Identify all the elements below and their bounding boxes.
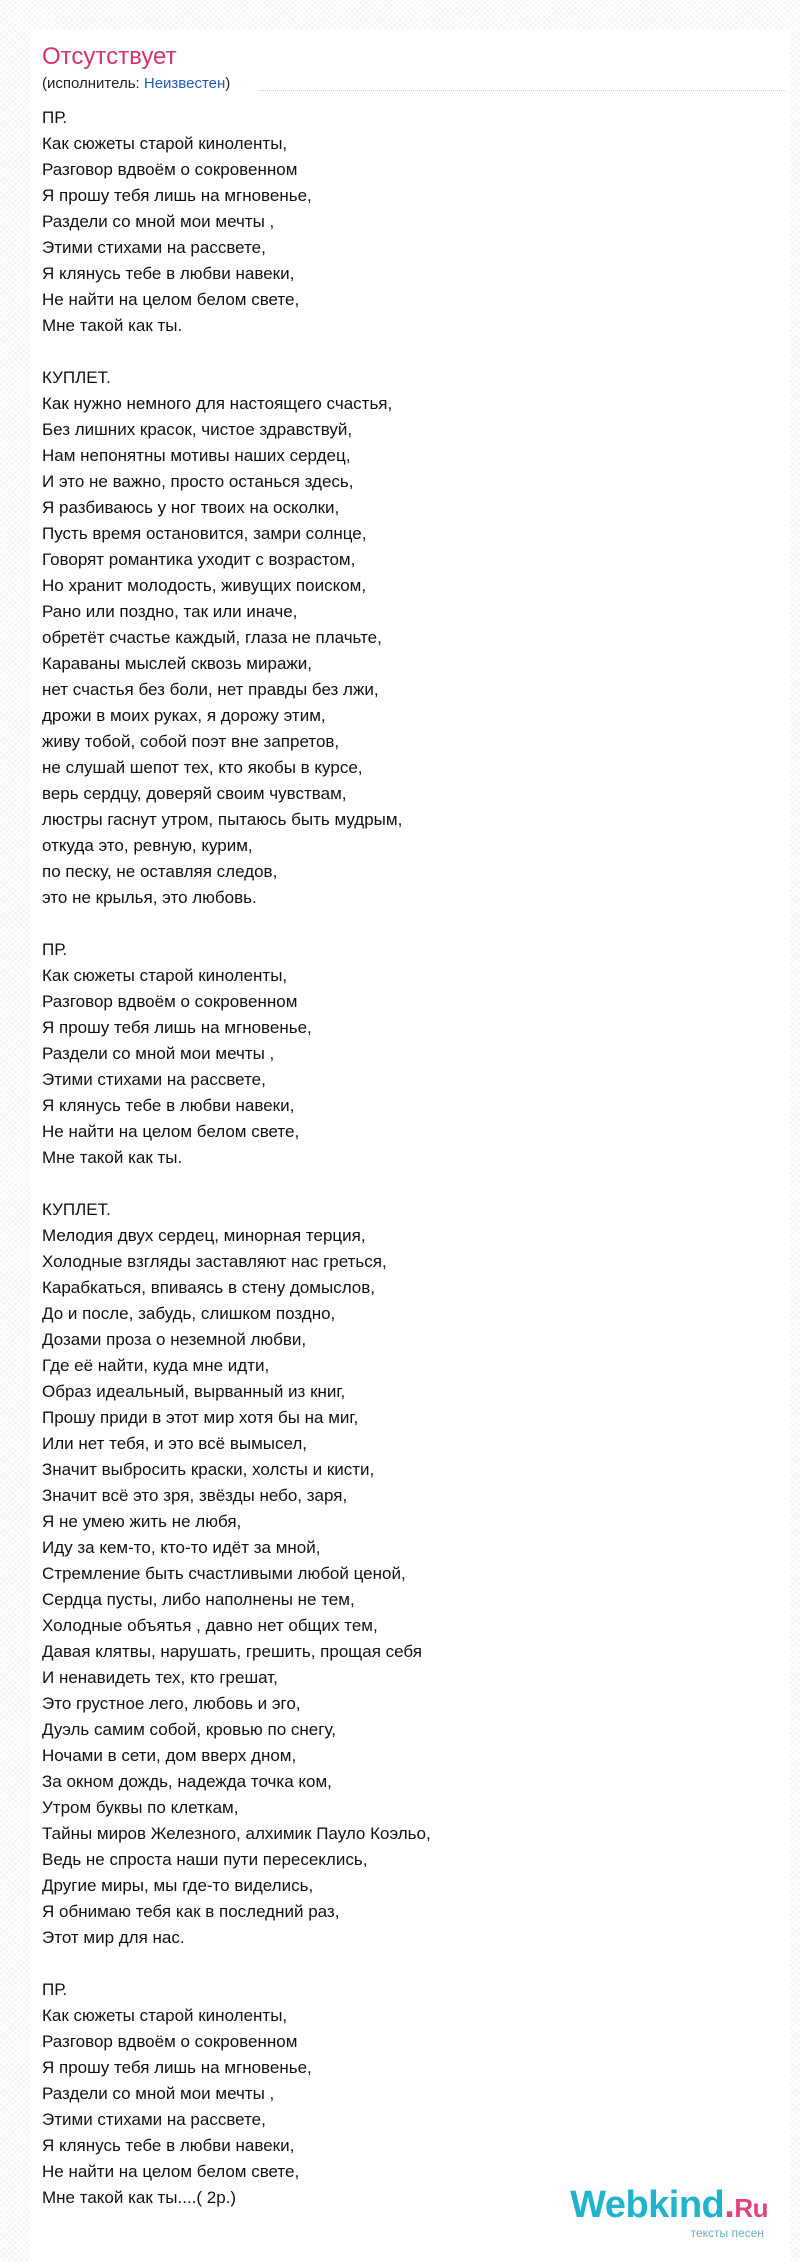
lyric-line: Я прошу тебя лишь на мгновенье, [42, 2058, 312, 2077]
performer-link[interactable]: Неизвестен [143, 75, 226, 92]
lyric-line: Другие миры, мы где-то виделись, [42, 1876, 314, 1895]
performer-suffix: ) [225, 75, 231, 92]
logo-tld: Ru [734, 2193, 768, 2223]
lyric-line: Или нет тебя, и это всё вымысел, [42, 1434, 308, 1453]
lyric-line: Я клянусь тебе в любви навеки, [42, 264, 295, 283]
song-title: Отсутствует [42, 43, 177, 70]
lyric-line: Этими стихами на рассвете, [42, 238, 266, 257]
lyric-line: Я не умею жить не любя, [42, 1512, 242, 1531]
lyric-line: это не крылья, это любовь. [42, 888, 257, 907]
lyric-line: Мне такой как ты....( 2р.) [42, 2188, 237, 2207]
lyric-line: Ночами в сети, дом вверх дном, [42, 1746, 297, 1765]
lyric-line: Дуэль самим собой, кровью по снегу, [42, 1720, 336, 1739]
lyric-line: Говорят романтика уходит с возрастом, [42, 550, 356, 569]
lyric-line: Карабкаться, впиваясь в стену домыслов, [42, 1278, 376, 1297]
lyric-line: Это грустное лего, любовь и эго, [42, 1694, 301, 1713]
lyrics-body [42, 105, 762, 2237]
lyric-line: по песку, не оставляя следов, [42, 862, 278, 881]
lyric-line: КУПЛЕТ. [42, 1200, 111, 1219]
lyric-line: Этот мир для нас. [42, 1928, 185, 1947]
header-divider [260, 90, 786, 91]
lyric-line: Раздели со мной мои мечты , [42, 1044, 275, 1063]
lyric-line: Как нужно немного для настоящего счастья, [42, 394, 393, 413]
lyric-line: не слушай шепот тех, кто якобы в курсе, [42, 758, 363, 777]
logo-name: Webkind [570, 2184, 725, 2226]
lyric-line: Не найти на целом белом свете, [42, 2162, 300, 2181]
lyric-line: Сердца пусты, либо наполнены не тем, [42, 1590, 355, 1609]
lyric-line: Раздели со мной мои мечты , [42, 212, 275, 231]
lyric-line: Образ идеальный, вырванный из книг, [42, 1382, 346, 1401]
lyric-line: Холодные взгляды заставляют нас греться, [42, 1252, 387, 1271]
lyric-line: КУПЛЕТ. [42, 368, 111, 387]
lyric-line: Не найти на целом белом свете, [42, 290, 300, 309]
lyric-line: Я клянусь тебе в любви навеки, [42, 2136, 295, 2155]
lyric-line: И ненавидеть тех, кто грешат, [42, 1668, 278, 1687]
lyric-line: Холодные объятья , давно нет общих тем, [42, 1616, 378, 1635]
lyric-line: Без лишних красок, чистое здравствуй, [42, 420, 353, 439]
lyric-line: До и после, забудь, слишком поздно, [42, 1304, 336, 1323]
lyrics-stanza [42, 1197, 762, 1951]
lyric-line: Я прошу тебя лишь на мгновенье, [42, 186, 312, 205]
lyric-line: Этими стихами на рассвете, [42, 2110, 266, 2129]
lyric-line: Мне такой как ты. [42, 316, 183, 335]
lyric-line: Разговор вдвоём о сокровенном [42, 992, 298, 1011]
lyric-line: откуда это, ревную, курим, [42, 836, 253, 855]
lyric-line: верь сердцу, доверяй своим чувствам, [42, 784, 347, 803]
lyric-line: Как сюжеты старой киноленты, [42, 2006, 288, 2025]
lyrics-stanza [42, 365, 762, 911]
lyric-line: Я разбиваюсь у ног твоих на осколки, [42, 498, 340, 517]
lyric-line: нет счастья без боли, нет правды без лжи, [42, 680, 379, 699]
lyric-line: живу тобой, собой поэт вне запретов, [42, 732, 340, 751]
lyric-line: Я прошу тебя лишь на мгновенье, [42, 1018, 312, 1037]
lyric-line: Рано или поздно, так или иначе, [42, 602, 298, 621]
lyric-line: За окном дождь, надежда точка ком, [42, 1772, 332, 1791]
lyric-line: Раздели со мной мои мечты , [42, 2084, 275, 2103]
lyric-line: Значит выбросить краски, холсты и кисти, [42, 1460, 375, 1479]
performer-line [42, 75, 230, 93]
lyric-line: дрожи в моих руках, я дорожу этим, [42, 706, 326, 725]
lyric-line: Дозами проза о неземной любви, [42, 1330, 307, 1349]
lyric-line: Ведь не спроста наши пути пересеклись, [42, 1850, 368, 1869]
lyric-line: Значит всё это зря, звёзды небо, заря, [42, 1486, 348, 1505]
lyric-line: Давая клятвы, нарушать, грешить, прощая себя [42, 1642, 422, 1661]
logo-dot: . [724, 2184, 735, 2226]
lyric-line: Этими стихами на рассвете, [42, 1070, 266, 1089]
lyric-line: Мне такой как ты. [42, 1148, 183, 1167]
performer-prefix: (исполнитель: [42, 75, 144, 92]
lyric-line: ПР. [42, 108, 68, 127]
lyric-line: люстры гаснут утром, пытаюсь быть мудрым, [42, 810, 403, 829]
lyric-line: Я клянусь тебе в любви навеки, [42, 1096, 295, 1115]
lyric-line: Прошу приди в этот мир хотя бы на миг, [42, 1408, 359, 1427]
lyric-line: Но хранит молодость, живущих поиском, [42, 576, 367, 595]
lyric-line: Как сюжеты старой киноленты, [42, 134, 288, 153]
site-logo[interactable] [570, 2185, 768, 2240]
logo-wordmark [570, 2185, 768, 2228]
lyric-line: обретёт счастье каждый, глаза не плачьте, [42, 628, 382, 647]
lyric-line: Разговор вдвоём о сокровенном [42, 160, 298, 179]
lyric-line: ПР. [42, 1980, 68, 1999]
lyric-line: Караваны мыслей сквозь миражи, [42, 654, 312, 673]
lyric-line: Где её найти, куда мне идти, [42, 1356, 270, 1375]
lyrics-stanza [42, 937, 762, 1171]
lyric-line: Я обнимаю тебя как в последний раз, [42, 1902, 340, 1921]
lyric-line: Не найти на целом белом свете, [42, 1122, 300, 1141]
lyric-line: Тайны миров Железного, алхимик Пауло Коэльо, [42, 1824, 431, 1843]
lyric-line: Стремление быть счастливыми любой ценой, [42, 1564, 406, 1583]
lyrics-page [30, 30, 790, 2262]
lyrics-stanza [42, 105, 762, 339]
lyric-line: ПР. [42, 940, 68, 959]
logo-tagline: тексты песен [690, 2226, 764, 2240]
lyric-line: Утром буквы по клеткам, [42, 1798, 239, 1817]
lyric-line: Иду за кем-то, кто-то идёт за мной, [42, 1538, 321, 1557]
lyric-line: Мелодия двух сердец, минорная терция, [42, 1226, 366, 1245]
lyric-line: Как сюжеты старой киноленты, [42, 966, 288, 985]
lyric-line: Нам непонятны мотивы наших сердец, [42, 446, 351, 465]
lyrics-stanza [42, 1977, 762, 2211]
lyric-line: И это не важно, просто останься здесь, [42, 472, 354, 491]
lyric-line: Пусть время остановится, замри солнце, [42, 524, 367, 543]
lyric-line: Разговор вдвоём о сокровенном [42, 2032, 298, 2051]
